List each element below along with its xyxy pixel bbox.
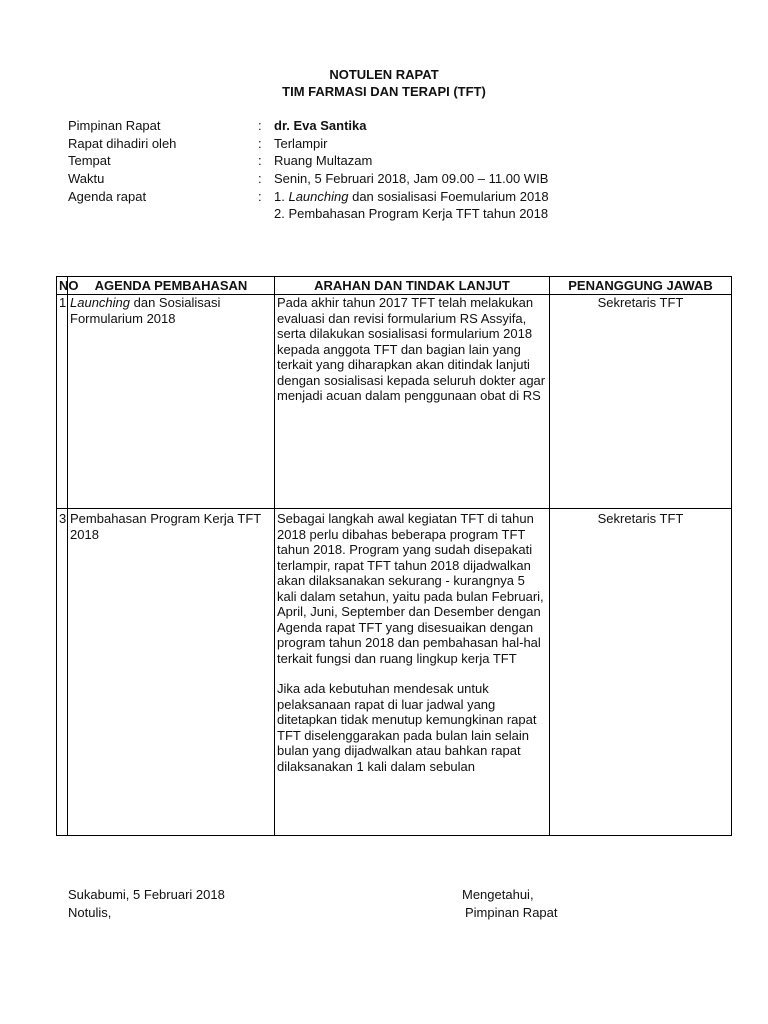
agenda-text: dan sosialisasi Foemularium 2018	[352, 188, 549, 204]
meta-value-agenda-1	[274, 188, 549, 206]
meta-colon: :	[258, 135, 262, 151]
meta-value-agenda-2: 2. Pembahasan Program Kerja TFT tahun 2018	[274, 206, 549, 222]
meta-value-attendees: Terlampir	[274, 135, 328, 151]
cell-agenda: Pembahasan Program Kerja TFT 2018	[68, 509, 275, 836]
document-subtitle: TIM FARMASI DAN TERAPI (TFT)	[282, 84, 486, 99]
meta-row-time	[68, 170, 549, 188]
meta-colon: :	[258, 118, 262, 133]
meta-colon: :	[258, 153, 262, 169]
meta-label: Agenda rapat	[68, 188, 147, 204]
agenda-emphasis: Launching	[288, 188, 349, 204]
agenda-text: dan Sosialisasi Formularium 2018	[70, 295, 221, 326]
cell-penanggung-jawab: Sekretaris TFT	[550, 509, 732, 836]
minutes-table	[56, 276, 732, 836]
meta-colon: :	[258, 171, 262, 187]
cell-agenda	[68, 295, 275, 509]
header-agenda: AGENDA PEMBAHASAN	[68, 277, 275, 295]
meta-row-pimpinan	[68, 117, 549, 135]
meta-row-place	[68, 152, 549, 170]
meta-label: Waktu	[68, 171, 105, 187]
cell-no: 3	[57, 509, 68, 836]
arahan-paragraph: Jika ada kebutuhan mendesak untuk pelaksanaan rapat di luar jadwal yang ditetapkan tidak menutup kemungkinan rapat TFT diselenggarakan pada bulan lain selain bulan yang dijadwalkan atau bahkan rapat dilaksanakan 1 kali dalam sebulan	[277, 681, 537, 774]
cell-arahan	[275, 509, 550, 836]
place-date: Sukabumi, 5 Februari 2018	[68, 887, 225, 902]
meta-row-agenda-2	[68, 205, 549, 223]
meta-row-attendees	[68, 135, 549, 153]
arahan-paragraph: Sebagai langkah awal kegiatan TFT di tahun 2018 perlu dibahas beberapa program TFT tahun 2018. Program yang sudah disepakati terlampir, rapat TFT tahun 2018 dijadwalkan akan dilaksanakan sekurang - kurangnya 5 kali dalam setahun, yaitu pada bulan Februari, April, Juni, September dan Desember dengan Agenda rapat TFT yang disesuaikan dengan program tahun 2018 dan pembahasan hal-hal terkait fungsi dan ruang lingkup kerja TFT	[277, 511, 544, 666]
header-arahan: ARAHAN DAN TINDAK LANJUT	[275, 277, 550, 295]
meta-label: Tempat	[68, 153, 111, 169]
pimpinan-label: Pimpinan Rapat	[465, 905, 558, 920]
meta-value-place: Ruang Multazam	[274, 153, 373, 169]
mengetahui-label: Mengetahui,	[462, 887, 534, 902]
meta-colon: :	[258, 188, 262, 204]
agenda-emphasis: Launching	[70, 295, 130, 310]
meta-row-agenda	[68, 188, 549, 206]
meta-label: Rapat dihadiri oleh	[68, 135, 177, 151]
table-row	[57, 509, 732, 836]
header-penanggung-jawab: PENANGGUNG JAWAB	[550, 277, 732, 295]
meta-label: Pimpinan Rapat	[68, 118, 161, 133]
table-header-row	[57, 277, 732, 295]
notulis-label: Notulis,	[68, 905, 112, 920]
cell-arahan: Pada akhir tahun 2017 TFT telah melakukan evaluasi dan revisi formularium RS Assyifa, serta dilakukan sosialisasi formularium 2018 kepada anggota TFT dan bagian lain yang terkait yang diharapkan akan ditindak lanjuti dengan sosialisasi kepada seluruh dokter agar menjadi acuan dalam penggunaan obat di RS	[275, 295, 550, 509]
cell-no: 1	[57, 295, 68, 509]
document-title: NOTULEN RAPAT	[329, 67, 439, 82]
cell-penanggung-jawab: Sekretaris TFT	[550, 295, 732, 509]
header-no: NO	[57, 277, 68, 295]
agenda-number: 1.	[274, 188, 285, 204]
table-row	[57, 295, 732, 509]
meeting-info	[68, 117, 549, 223]
meta-value-time: Senin, 5 Februari 2018, Jam 09.00 – 11.00 WIB	[274, 171, 549, 187]
meta-value-chair: dr. Eva Santika	[274, 118, 367, 133]
